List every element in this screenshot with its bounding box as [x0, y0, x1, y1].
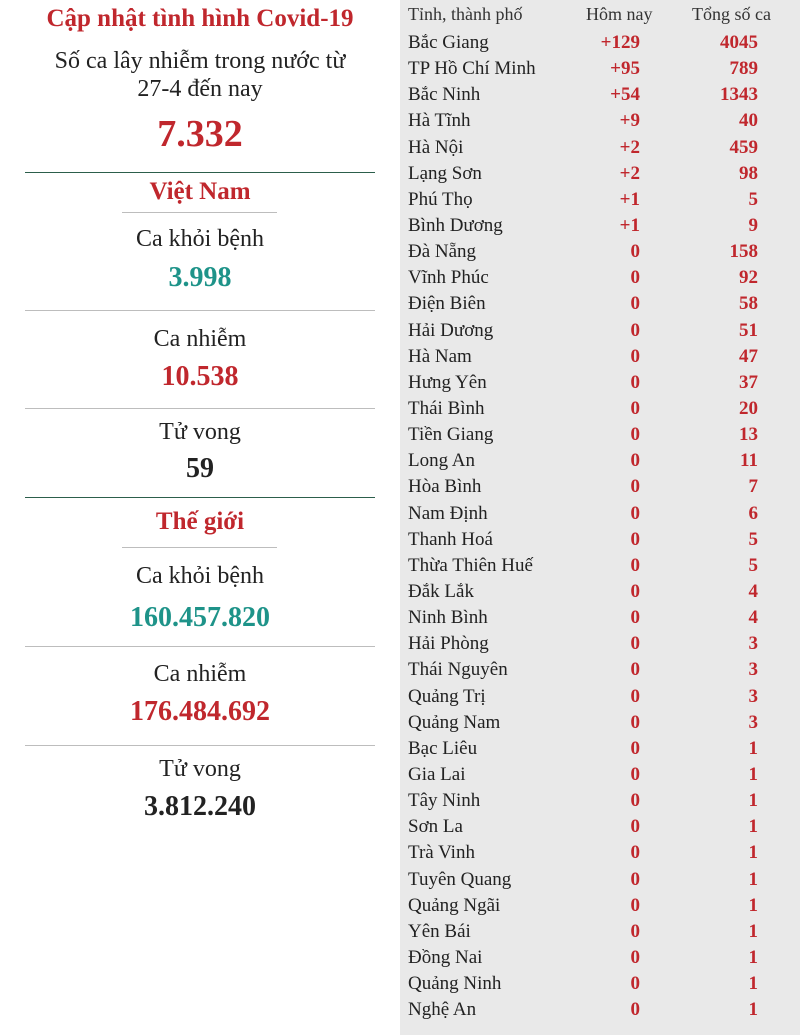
- table-row: [400, 893, 800, 919]
- table-row: [400, 30, 800, 56]
- cell-today: 0: [630, 973, 640, 995]
- cell-today: 0: [630, 293, 640, 315]
- cell-name: Thái Nguyên: [408, 659, 508, 681]
- world-deaths-value: 3.812.240: [144, 791, 256, 822]
- cell-total: 5: [748, 188, 758, 210]
- cell-total: 6: [748, 502, 758, 524]
- cell-total: 4: [748, 607, 758, 629]
- table-row: [400, 239, 800, 265]
- cell-name: Bắc Giang: [408, 32, 489, 53]
- table-row: [400, 448, 800, 474]
- domestic-total-value: 7.332: [157, 113, 243, 155]
- table-row: [400, 657, 800, 683]
- cell-today: 0: [630, 424, 640, 446]
- world-section-title: Thế giới: [155, 508, 245, 535]
- cell-today: 0: [630, 685, 640, 707]
- table-row: [400, 370, 800, 396]
- table-row: [400, 527, 800, 553]
- header-province: Tỉnh, thành phố: [408, 4, 523, 24]
- table-row: [400, 82, 800, 108]
- table-row: [400, 553, 800, 579]
- cell-name: Bạc Liêu: [408, 737, 478, 759]
- table-row: [400, 474, 800, 500]
- table-row: [400, 945, 800, 971]
- cell-name: Hưng Yên: [408, 371, 487, 393]
- cell-total: 5: [748, 528, 758, 550]
- cell-name: Bình Dương: [408, 214, 503, 236]
- cell-today: 0: [630, 737, 640, 759]
- cell-today: 0: [630, 528, 640, 550]
- cell-today: 0: [630, 659, 640, 681]
- table-row: [400, 840, 800, 866]
- cell-name: Hải Phòng: [408, 633, 489, 655]
- cell-name: Lạng Sơn: [408, 162, 482, 184]
- cell-today: 0: [630, 763, 640, 785]
- cell-name: Hà Nội: [408, 136, 464, 158]
- cell-total: 1343: [720, 84, 758, 106]
- cell-today: 0: [630, 397, 640, 419]
- cell-today: 0: [630, 711, 640, 733]
- table-row: [400, 919, 800, 945]
- cell-total: 11: [740, 450, 758, 472]
- cell-today: 0: [630, 554, 640, 576]
- cell-name: Quảng Trị: [408, 685, 486, 707]
- cell-name: Trà Vinh: [408, 842, 475, 864]
- cell-today: 0: [630, 241, 640, 263]
- cell-total: 1: [748, 842, 758, 864]
- vietnam-recovered-value: 3.998: [168, 262, 232, 293]
- cell-total: 58: [739, 293, 758, 315]
- table-row: [400, 318, 800, 344]
- cell-today: +1: [619, 214, 640, 236]
- table-header: [400, 0, 800, 30]
- table-row: [400, 762, 800, 788]
- divider: [25, 745, 375, 746]
- cell-name: Vĩnh Phúc: [408, 267, 489, 289]
- cell-today: 0: [630, 920, 640, 942]
- world-recovered-label: Ca khỏi bệnh: [136, 563, 264, 589]
- cell-total: 1: [748, 999, 758, 1021]
- cell-today: +9: [619, 110, 640, 132]
- divider: [25, 172, 375, 173]
- table-row: [400, 108, 800, 134]
- cell-total: 37: [739, 371, 758, 393]
- subtitle-line-1: Số ca lây nhiễm trong nước từ: [54, 48, 346, 74]
- table-row: [400, 501, 800, 527]
- cell-total: 1: [748, 737, 758, 759]
- table-row: [400, 396, 800, 422]
- cell-today: 0: [630, 946, 640, 968]
- world-deaths-label: Tử vong: [159, 756, 241, 782]
- cell-name: Sơn La: [408, 816, 463, 838]
- cell-total: 9: [748, 214, 758, 236]
- world-infected-label: Ca nhiễm: [153, 661, 247, 687]
- table-row: [400, 213, 800, 239]
- table-row: [400, 265, 800, 291]
- cell-total: 5: [748, 554, 758, 576]
- cell-total: 1: [748, 816, 758, 838]
- cell-total: 51: [739, 319, 758, 341]
- subtitle-line-2: 27-4 đến nay: [137, 76, 263, 102]
- cell-today: +54: [610, 84, 640, 106]
- vietnam-section-title: Việt Nam: [149, 178, 251, 205]
- page-title: Cập nhật tình hình Covid-19: [46, 5, 354, 32]
- cell-name: Phú Thọ: [408, 188, 473, 210]
- cell-today: 0: [630, 580, 640, 602]
- cell-total: 789: [729, 58, 758, 80]
- header-today: Hôm nay: [586, 4, 653, 24]
- cell-today: 0: [630, 319, 640, 341]
- divider: [25, 646, 375, 647]
- table-row: [400, 814, 800, 840]
- cell-name: Yên Bái: [408, 920, 471, 942]
- cell-name: Đồng Nai: [408, 946, 483, 968]
- cell-today: 0: [630, 790, 640, 812]
- cell-name: TP Hồ Chí Minh: [408, 58, 536, 80]
- table-row: [400, 710, 800, 736]
- table-row: [400, 291, 800, 317]
- cell-name: Bắc Ninh: [408, 84, 481, 106]
- cell-total: 1: [748, 763, 758, 785]
- cell-name: Thái Bình: [408, 397, 485, 419]
- cell-total: 459: [729, 136, 758, 158]
- cell-total: 47: [739, 345, 758, 367]
- cell-name: Quảng Nam: [408, 711, 501, 733]
- cell-name: Thừa Thiên Huế: [408, 554, 533, 576]
- cell-total: 158: [729, 241, 758, 263]
- cell-today: +1: [619, 188, 640, 210]
- vietnam-infected-value: 10.538: [161, 361, 239, 392]
- divider: [25, 497, 375, 498]
- cell-today: +2: [619, 136, 640, 158]
- cell-name: Hà Tĩnh: [408, 110, 471, 132]
- cell-today: 0: [630, 476, 640, 498]
- cell-name: Gia Lai: [408, 763, 466, 785]
- cell-name: Thanh Hoá: [408, 528, 493, 550]
- vietnam-deaths-value: 59: [186, 453, 214, 484]
- province-table: [400, 0, 800, 1035]
- cell-total: 4: [748, 580, 758, 602]
- cell-today: 0: [630, 267, 640, 289]
- divider: [122, 547, 277, 548]
- cell-total: 40: [739, 110, 758, 132]
- cell-total: 98: [739, 162, 758, 184]
- cell-total: 3: [748, 711, 758, 733]
- cell-today: 0: [630, 894, 640, 916]
- table-row: [400, 579, 800, 605]
- cell-today: 0: [630, 633, 640, 655]
- cell-total: 3: [748, 659, 758, 681]
- cell-today: 0: [630, 999, 640, 1021]
- cell-today: 0: [630, 607, 640, 629]
- table-row: [400, 135, 800, 161]
- cell-today: 0: [630, 502, 640, 524]
- cell-total: 1: [748, 894, 758, 916]
- header-total: Tổng số ca: [692, 4, 771, 24]
- cell-total: 13: [739, 424, 758, 446]
- cell-name: Đà Nẵng: [408, 241, 477, 263]
- table-row: [400, 867, 800, 893]
- cell-name: Nam Định: [408, 502, 488, 524]
- vietnam-recovered-label: Ca khỏi bệnh: [136, 226, 264, 252]
- table-row: [400, 997, 800, 1023]
- cell-total: 3: [748, 633, 758, 655]
- cell-total: 3: [748, 685, 758, 707]
- world-recovered-value: 160.457.820: [130, 602, 270, 633]
- cell-today: 0: [630, 816, 640, 838]
- cell-today: 0: [630, 868, 640, 890]
- table-row: [400, 56, 800, 82]
- divider: [25, 408, 375, 409]
- cell-today: 0: [630, 842, 640, 864]
- cell-name: Hải Dương: [408, 319, 494, 341]
- cell-name: Quảng Ninh: [408, 973, 502, 995]
- cell-total: 92: [739, 267, 758, 289]
- cell-name: Tuyên Quang: [408, 868, 512, 890]
- table-body: [400, 30, 800, 1023]
- table-row: [400, 605, 800, 631]
- cell-today: +95: [610, 58, 640, 80]
- cell-name: Quảng Ngãi: [408, 894, 501, 916]
- cell-name: Ninh Bình: [408, 607, 488, 629]
- table-row: [400, 736, 800, 762]
- cell-total: 1: [748, 790, 758, 812]
- cell-name: Nghệ An: [408, 999, 477, 1021]
- cell-name: Đắk Lắk: [408, 580, 474, 602]
- table-row: [400, 187, 800, 213]
- table-row: [400, 788, 800, 814]
- cell-total: 4045: [720, 32, 758, 53]
- table-row: [400, 161, 800, 187]
- cell-total: 1: [748, 920, 758, 942]
- cell-name: Hà Nam: [408, 345, 472, 367]
- divider: [122, 212, 277, 213]
- vietnam-deaths-label: Tử vong: [159, 419, 241, 445]
- cell-today: +2: [619, 162, 640, 184]
- vietnam-infected-label: Ca nhiễm: [153, 326, 247, 352]
- cell-today: 0: [630, 371, 640, 393]
- table-row: [400, 971, 800, 997]
- table-row: [400, 344, 800, 370]
- cell-total: 1: [748, 973, 758, 995]
- cell-total: 1: [748, 946, 758, 968]
- cell-total: 1: [748, 868, 758, 890]
- cell-today: +129: [600, 32, 640, 53]
- divider: [25, 310, 375, 311]
- cell-today: 0: [630, 450, 640, 472]
- cell-today: 0: [630, 345, 640, 367]
- cell-total: 7: [748, 476, 758, 498]
- table-row: [400, 631, 800, 657]
- cell-name: Tây Ninh: [408, 790, 481, 812]
- world-infected-value: 176.484.692: [130, 696, 270, 727]
- cell-name: Long An: [408, 450, 476, 472]
- table-row: [400, 684, 800, 710]
- cell-name: Điện Biên: [408, 293, 486, 315]
- table-row: [400, 422, 800, 448]
- cell-total: 20: [739, 397, 758, 419]
- cell-name: Hòa Bình: [408, 476, 482, 498]
- cell-name: Tiền Giang: [408, 424, 494, 446]
